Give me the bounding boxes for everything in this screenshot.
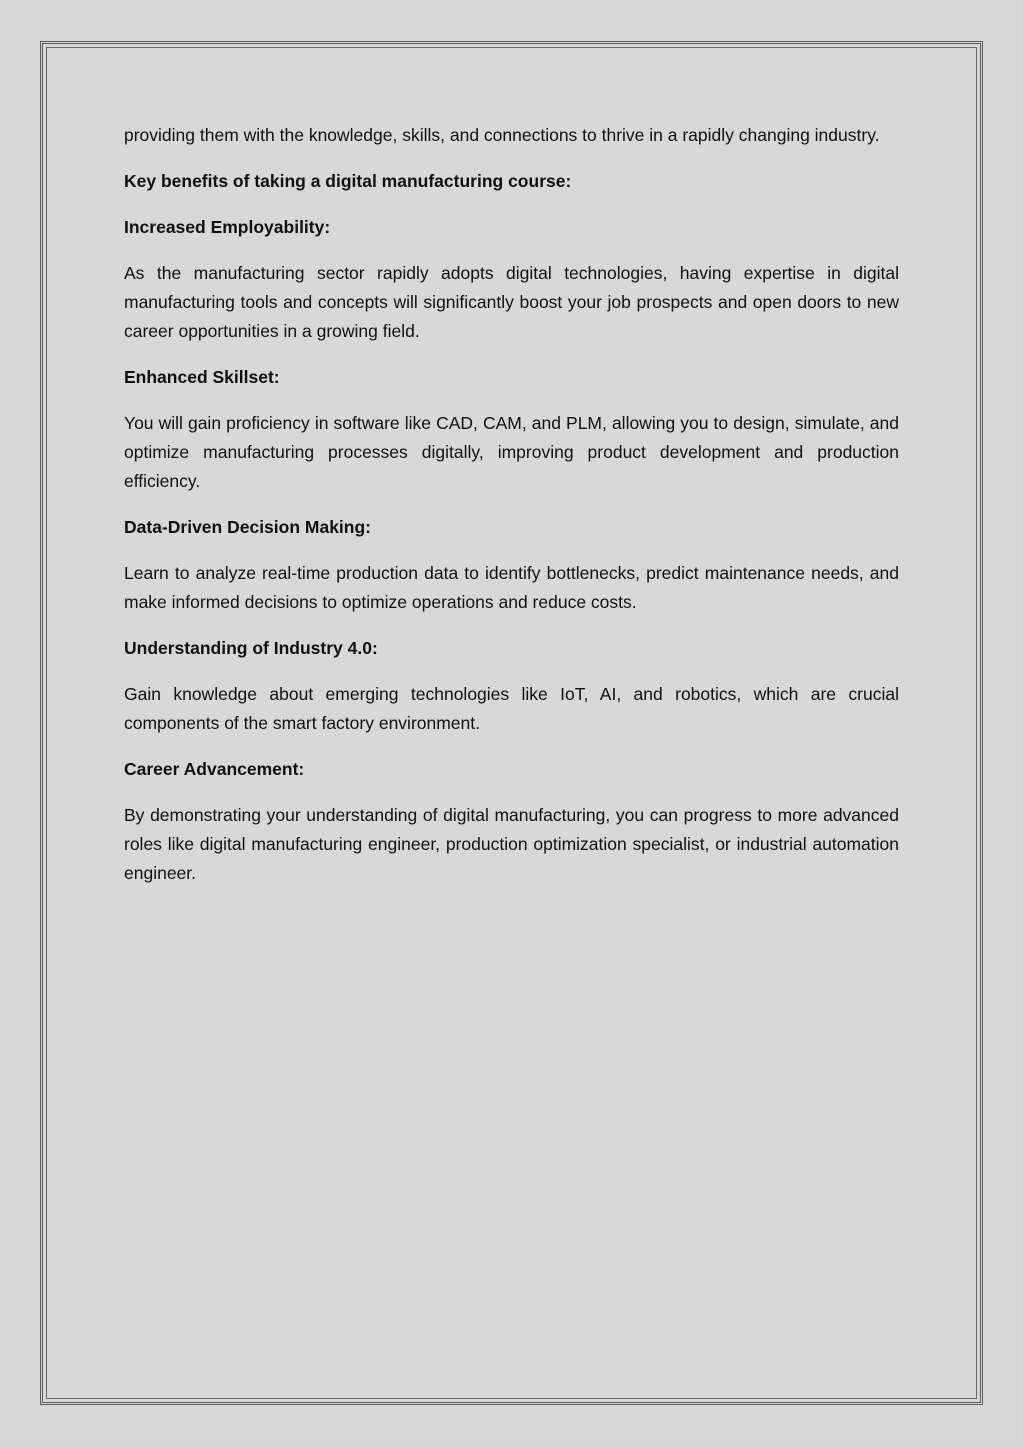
benefit-heading-data-driven: Data-Driven Decision Making: bbox=[124, 517, 371, 537]
benefit-body-industry-4: Gain knowledge about emerging technologies like IoT, AI, and robotics, which are crucial components of the smart factory environment. bbox=[124, 684, 899, 733]
benefit-body-skillset: You will gain proficiency in software like CAD, CAM, and PLM, allowing you to design, simulate, and optimize manufacturing processes digitally, improving product development and production efficiency. bbox=[124, 413, 899, 491]
benefit-body-data-driven: Learn to analyze real-time production data to identify bottlenecks, predict maintenance needs, and make informed decisions to optimize operations and reduce costs. bbox=[124, 563, 899, 612]
document-body bbox=[124, 121, 899, 905]
intro-paragraph: providing them with the knowledge, skills, and connections to thrive in a rapidly changing industry. bbox=[124, 125, 880, 145]
section-heading: Key benefits of taking a digital manufacturing course: bbox=[124, 171, 572, 191]
benefit-body-employability: As the manufacturing sector rapidly adopts digital technologies, having expertise in digital manufacturing tools and concepts will significantly boost your job prospects and open doors to new career opportunities in a growing field. bbox=[124, 263, 899, 341]
benefit-heading-career: Career Advancement: bbox=[124, 759, 305, 779]
benefit-heading-employability: Increased Employability: bbox=[124, 217, 331, 237]
benefit-heading-skillset: Enhanced Skillset: bbox=[124, 367, 280, 387]
benefit-heading-industry-4: Understanding of Industry 4.0: bbox=[124, 638, 378, 658]
benefit-body-career: By demonstrating your understanding of digital manufacturing, you can progress to more advanced roles like digital manufacturing engineer, production optimization specialist, or industrial automation engineer. bbox=[124, 805, 899, 883]
